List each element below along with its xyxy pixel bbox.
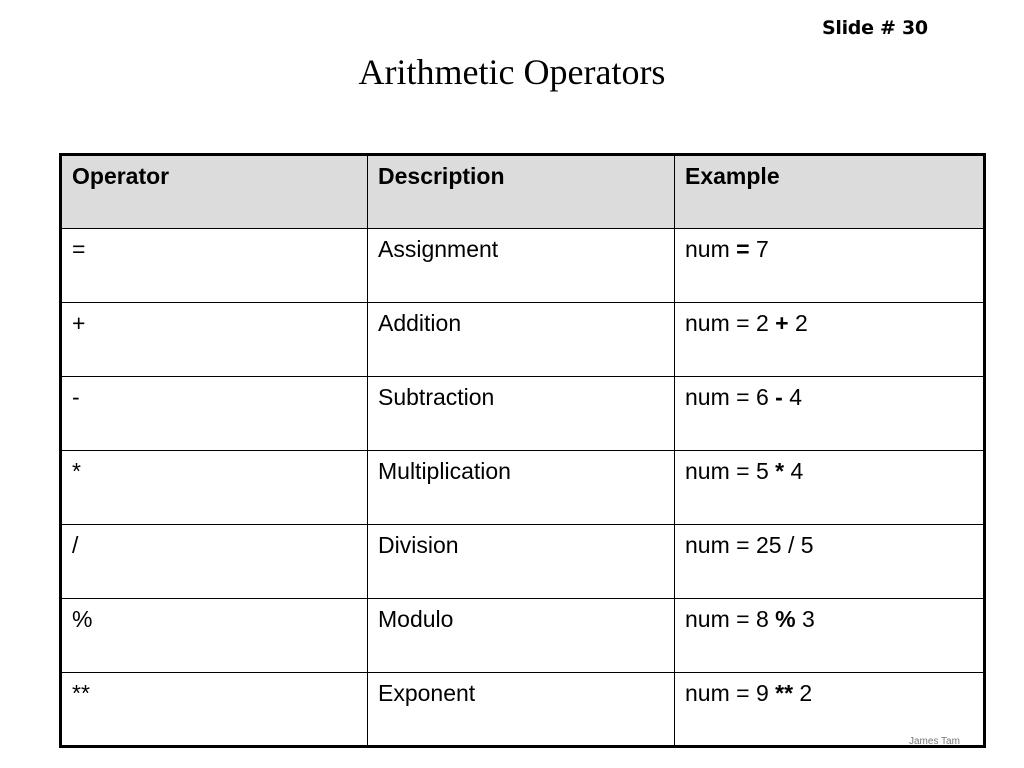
operators-table	[59, 153, 986, 748]
table-row	[61, 525, 985, 599]
description-cell: Division	[368, 525, 675, 599]
example-operator: /	[787, 532, 795, 558]
operator-cell: =	[61, 229, 368, 303]
example-operator: *	[775, 458, 785, 484]
example-operator: =	[736, 236, 750, 262]
header-example: Example	[675, 155, 985, 229]
example-text: num = 9	[685, 680, 776, 706]
example-text: 4	[782, 384, 802, 410]
table-row	[61, 673, 985, 747]
operator-cell: /	[61, 525, 368, 599]
example-text: 2	[793, 680, 813, 706]
description-cell: Exponent	[368, 673, 675, 747]
author-credit: James Tam	[909, 736, 960, 747]
table-header-row	[61, 155, 985, 229]
example-text: 2	[788, 310, 808, 336]
header-operator: Operator	[61, 155, 368, 229]
operator-cell: -	[61, 377, 368, 451]
example-cell	[675, 599, 985, 673]
description-cell: Subtraction	[368, 377, 675, 451]
example-text: num = 2	[685, 310, 776, 336]
table-row	[61, 599, 985, 673]
example-cell	[675, 377, 985, 451]
example-text: 7	[749, 236, 769, 262]
table-row	[61, 451, 985, 525]
example-text: num = 6	[685, 384, 776, 410]
header-description: Description	[368, 155, 675, 229]
example-text: 4	[784, 458, 804, 484]
example-operator: -	[775, 384, 783, 410]
table-row	[61, 229, 985, 303]
table-row	[61, 303, 985, 377]
example-cell	[675, 303, 985, 377]
example-operator: +	[775, 310, 789, 336]
example-text: 3	[795, 606, 815, 632]
example-cell	[675, 229, 985, 303]
description-cell: Modulo	[368, 599, 675, 673]
example-text: num = 5	[685, 458, 776, 484]
example-text: num = 8	[685, 606, 776, 632]
example-operator: %	[775, 606, 796, 632]
example-cell	[675, 525, 985, 599]
slide-title: Arithmetic Operators	[358, 52, 666, 92]
description-cell: Addition	[368, 303, 675, 377]
operator-cell: *	[61, 451, 368, 525]
slide-number: Slide # 30	[822, 17, 928, 39]
description-cell: Multiplication	[368, 451, 675, 525]
operator-cell: **	[61, 673, 368, 747]
example-text: 5	[794, 532, 814, 558]
description-cell: Assignment	[368, 229, 675, 303]
example-text: num = 25	[685, 532, 788, 558]
example-operator: **	[775, 680, 794, 706]
example-text: num	[685, 236, 737, 262]
example-cell	[675, 451, 985, 525]
operator-cell: %	[61, 599, 368, 673]
operator-cell: +	[61, 303, 368, 377]
table-row	[61, 377, 985, 451]
